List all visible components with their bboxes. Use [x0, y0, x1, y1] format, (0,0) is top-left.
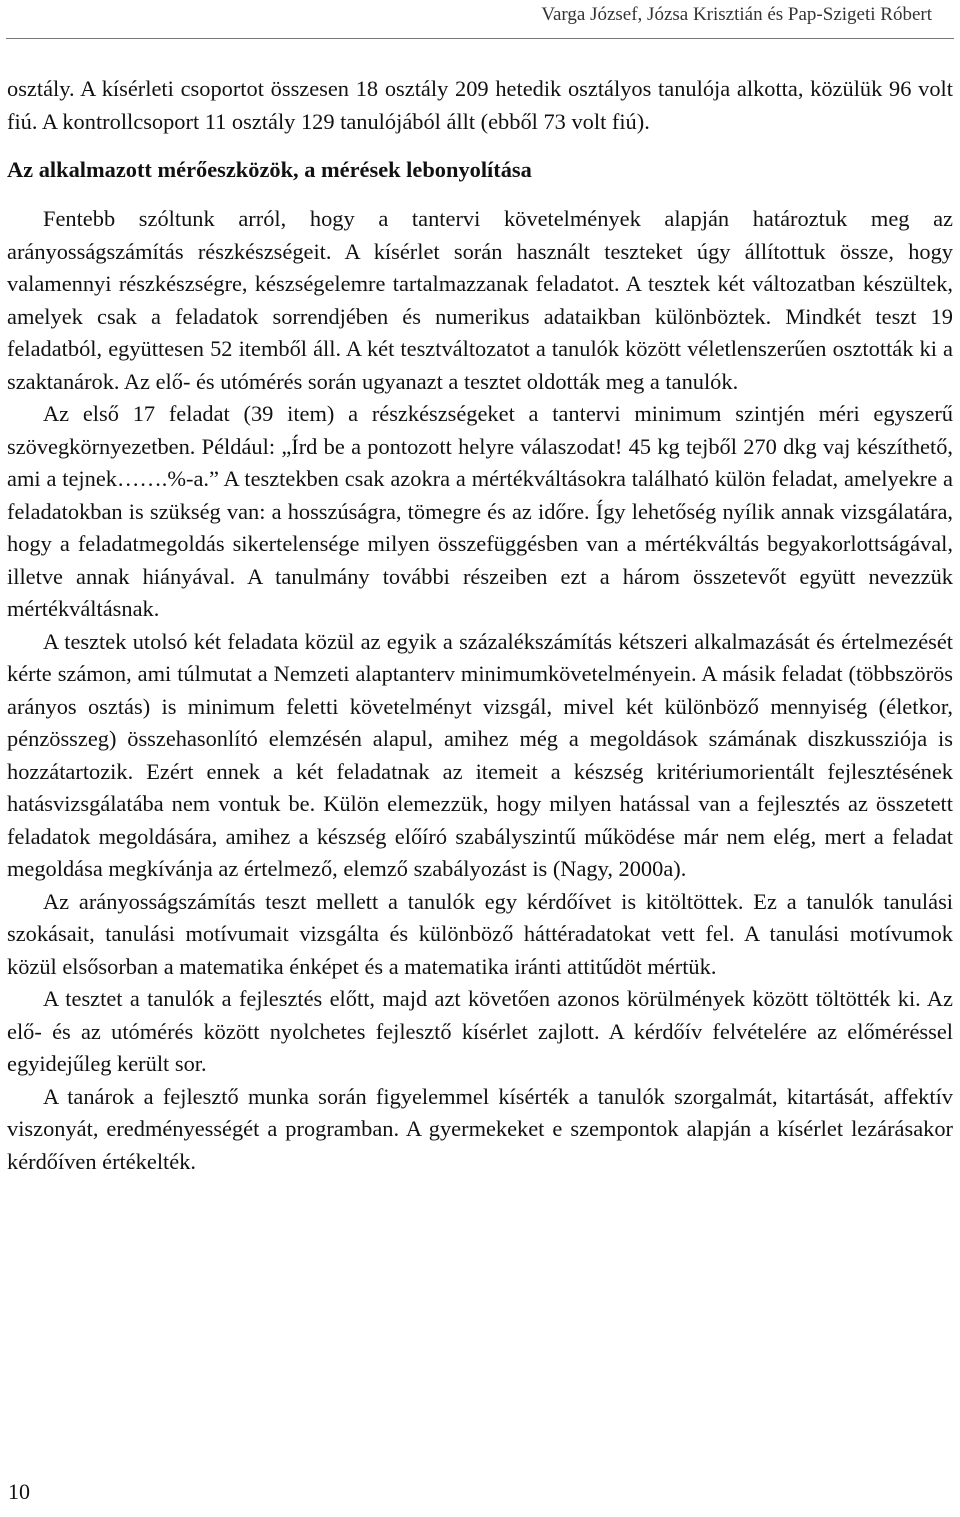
- body-paragraph: Az első 17 feladat (39 item) a részkészségeket a tantervi minimum szintjén méri egyszerű szövegkörnyezetben. Például: „Írd be a pontozott helyre válaszodat! 45 kg tejből 270 dkg vaj készíthető, ami a tejnek…….%-a.” A tesztekben csak azokra a mértékváltásokra található külön feladat, amelyekre a feladatokban is szükség van: a hosszúságra, tömegre és az időre. Így lehetőség nyílik annak vizsgálatára, hogy a feladatmegoldás sikertelensége milyen összefüggésben van a mértékváltás begyakorlottságával, illetve annak hiányával. A tanulmány további részeiben ezt a három összetevőt együtt nevezzük mértékváltásnak.: [7, 401, 953, 621]
- header-rule: [6, 38, 954, 39]
- body-paragraph: A tanárok a fejlesztő munka során figyelemmel kísérték a tanulók szorgalmát, kitartását, affektív viszonyát, eredményességét a programban. A gyermekeket e szempontok alapján a kísérlet lezárásakor kérdőíven értékelték.: [7, 1083, 953, 1174]
- body-paragraph: Fentebb szóltunk arról, hogy a tantervi követelmények alapján határoztuk meg az arányosságszámítás részkészségeit. A kísérlet során használt teszteket úgy állítottuk össze, hogy valamennyi részkészségre, készségelemre tartalmazzanak feladatot. A tesztek két változatban készültek, amelyek csak a feladatok sorrendjében és numerikus adataikban különböztek. Mindkét teszt 19 feladatból, együttesen 52 itemből áll. A két tesztváltozatot a tanulók között véletlenszerűen osztották ki a szaktanárok. Az elő- és utómérés során ugyanazt a tesztet oldották meg a tanulók.: [7, 206, 953, 394]
- body-paragraph: A tesztet a tanulók a fejlesztés előtt, majd azt követően azonos körülmények között töltötték ki. Az elő- és az utómérés között nyolchetes fejlesztő kísérlet zajlott. A kérdőív felvételére az előméréssel egyidejűleg került sor.: [7, 986, 953, 1076]
- running-head: Varga József, Józsa Krisztián és Pap-Szigeti Róbert: [541, 4, 932, 25]
- section-heading: Az alkalmazott mérőeszközök, a mérések lebonyolítása: [7, 157, 532, 182]
- page-body: [7, 73, 953, 1178]
- body-paragraph: Az arányosságszámítás teszt mellett a tanulók egy kérdőívet is kitöltöttek. Ez a tanulók tanulási szokásait, tanulási motívumait vizsgálta és különböző háttéradatokat vett fel. A tanulási motívumok közül elsősorban a matematika énképet és a matematika iránti attitűdöt mértük.: [7, 888, 953, 979]
- intro-paragraph: osztály. A kísérleti csoportot összesen 18 osztály 209 hetedik osztályos tanulója alkotta, közülük 96 volt fiú. A kontrollcsoport 11 osztály 129 tanulójából állt (ebből 73 volt fiú).: [7, 76, 953, 134]
- body-paragraph: A tesztek utolsó két feladata közül az egyik a százalékszámítás kétszeri alkalmazását és értelmezését kérte számon, ami túlmutat a Nemzeti alaptanterv minimumkövetelményein. A másik feladat (többszörös arányos osztás) is minimum feletti követelményt vizsgál, mivel két különböző mennyiség (életkor, pénzösszeg) összehasonlító elemzésén alapul, amihez még a megoldások számának diszkussziója is hozzátartozik. Ezért ennek a két feladatnak az itemeit a készség kritériumorientált fejlesztésének hatásvizsgálatába nem vontuk be. Külön elemezzük, hogy milyen hatással van a fejlesztés az összetett feladatok megoldására, amihez a készség előíró szabályszintű működése már nem elég, mert a feladat megoldása megkívánja az értelmező, elemző szabályozást is (Nagy, 2000a).: [7, 628, 953, 881]
- page-number: 10: [8, 1479, 30, 1504]
